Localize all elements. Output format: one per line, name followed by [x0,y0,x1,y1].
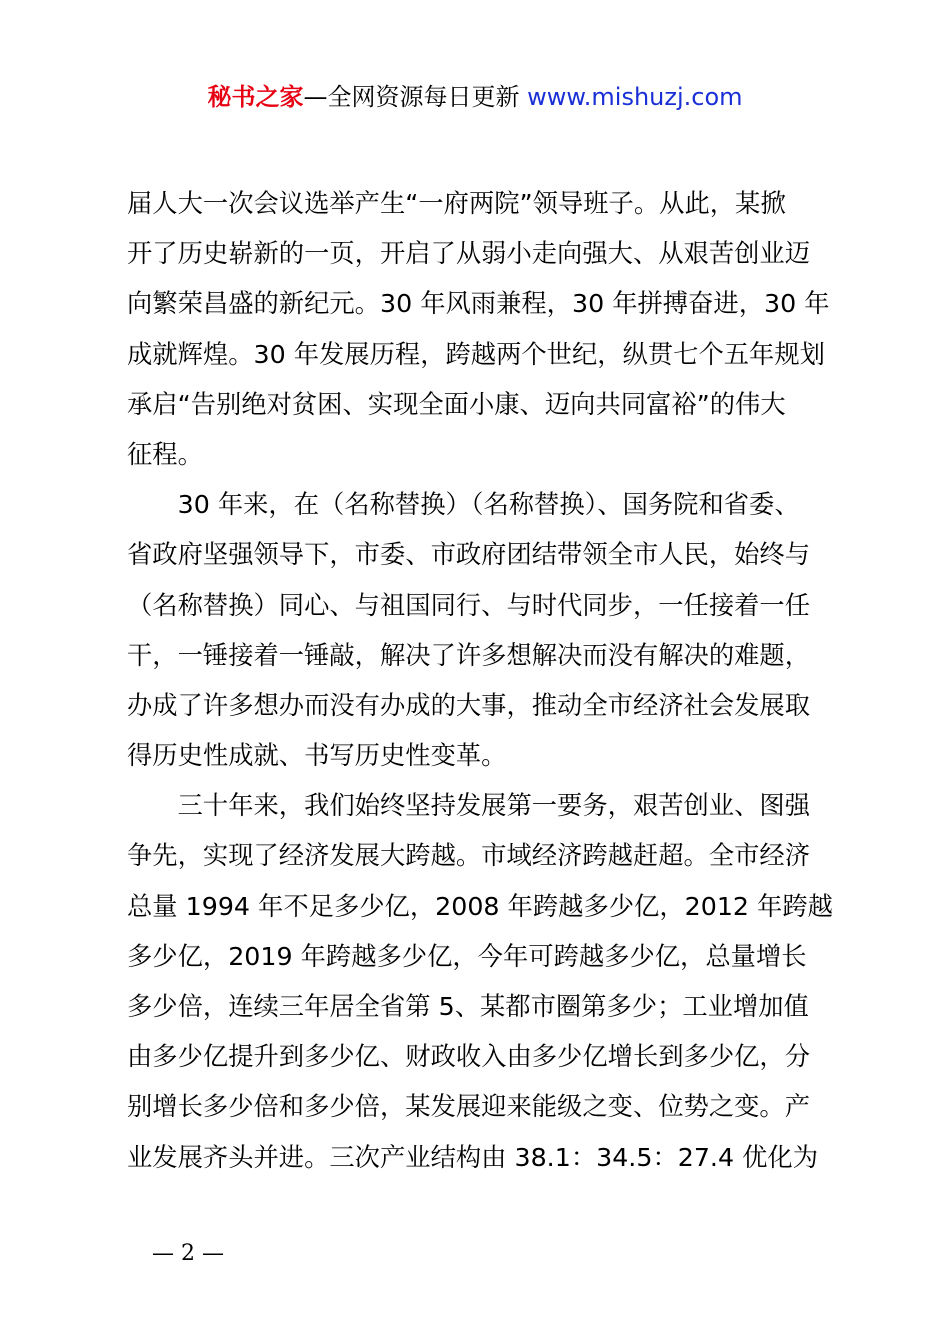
text-line: 总量 1994 年不足多少亿，2008 年跨越多少亿，2012 年跨越 [127,891,833,921]
text-line: 成就辉煌。30 年发展历程，跨越两个世纪，纵贯七个五年规划 [127,339,825,369]
text-line: 由多少亿提升到多少亿、财政收入由多少亿增长到多少亿，分 [127,1042,811,1072]
text-line: 干，一锤接着一锤敲，解决了许多想解决而没有解决的难题， [127,640,811,670]
document-body [127,179,837,1183]
text-line: 省政府坚强领导下，市委、市政府团结带领全市人民，始终与 [127,540,811,570]
text-line: 开了历史崭新的一页，开启了从弱小走向强大、从艰苦创业迈 [127,239,811,269]
text-line: 承启“告别绝对贫困、实现全面小康、迈向共同富裕”的伟大 [127,389,786,419]
text-line: 得历史性成就、书写历史性变革。 [127,741,507,771]
brand-name: 秘书之家 [207,83,304,111]
text-line: 别增长多少倍和多少倍，某发展迎来能级之变、位势之变。产 [127,1092,811,1122]
text-line: （名称替换）同心、与祖国同行、与时代同步，一任接着一任 [127,590,811,620]
text-line: 多少倍，连续三年居全省第 5、某都市圈第多少；工业增加值 [127,992,809,1021]
text-line: 办成了许多想办而没有办成的大事，推动全市经济社会发展取 [127,690,811,720]
text-line: 届人大一次会议选举产生“一府两院”领导班子。从此，某掀 [127,189,786,218]
text-line: 争先，实现了经济发展大跨越。市域经济跨越赶超。全市经济 [127,841,811,871]
text-line: 30 年来，在（名称替换）（名称替换）、国务院和省委、 [127,490,800,520]
text-line: 征程。 [127,439,203,469]
page-header [0,82,950,112]
website-url[interactable]: www.mishuzj.com [527,83,743,111]
page-number: — 2 — [152,1241,224,1266]
text-line: 业发展齐头并进。三次产业结构由 38.1：34.5：27.4 优化为 [127,1142,818,1172]
text-line: 向繁荣昌盛的新纪元。30 年风雨兼程，30 年拼搏奋进，30 年 [127,289,830,319]
header-tagline: —全网资源每日更新 [303,83,528,111]
text-line: 三十年来，我们始终坚持发展第一要务，艰苦创业、图强 [127,791,811,821]
text-line: 多少亿，2019 年跨越多少亿，今年可跨越多少亿，总量增长 [127,941,807,971]
